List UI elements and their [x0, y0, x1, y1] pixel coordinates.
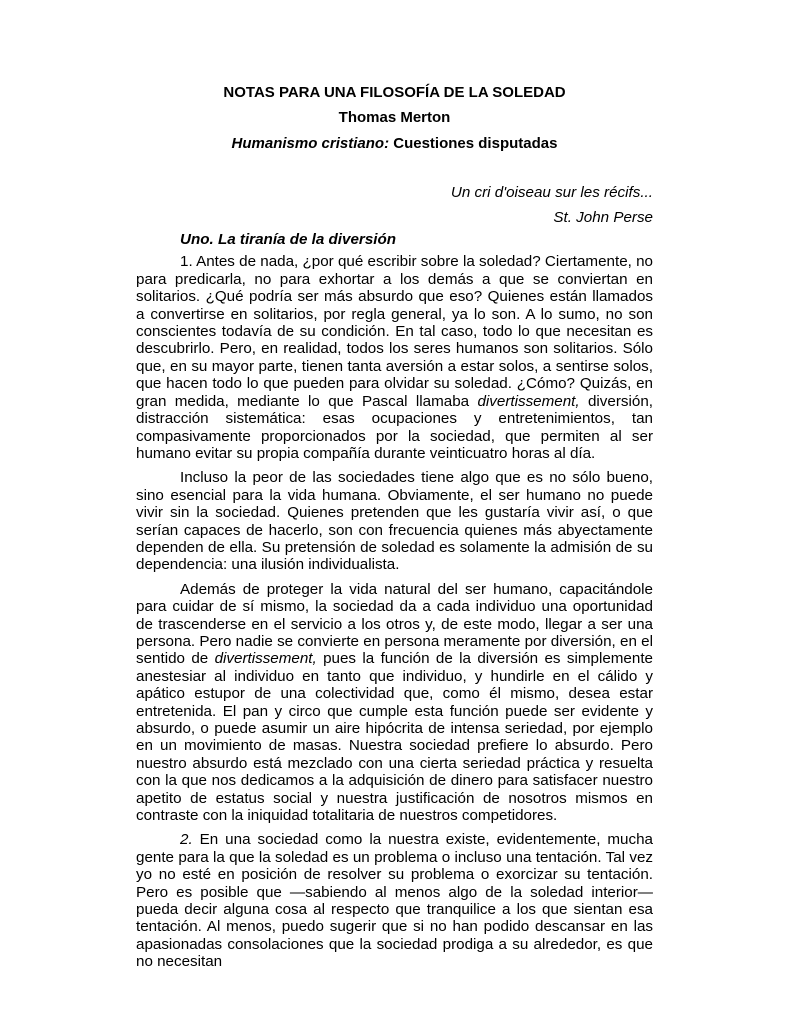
- paragraph-1-text-b: diversión, distracción sistemática: esas ocupaciones y entretenimientos, tan compasivamente proporcionados por la sociedad, que permiten al ser humano evitar su propia compañía durante veinticuatro horas al día.: [136, 392, 653, 462]
- paragraph-3-text-a: Además de proteger la vida natural del ser humano, capacitándole para cuidar de sí mismo, la sociedad da a cada individuo una oportunidad de trascenderse en el servicio a los otros y, de este modo, llegar a ser una persona. Pero nadie se convierte en persona meramente por diversión, en el sentido de: [136, 580, 653, 668]
- section-heading: Uno. La tiranía de la diversión: [180, 231, 397, 249]
- paragraph-1-text-a: 1. Antes de nada, ¿por qué escribir sobre la soledad? Ciertamente, no para predicarla, no para exhortar a los demás a que se conviertan en solitarios. ¿Qué podría ser más absurdo que eso? Quienes están llamados a convertirse en solitarios, por regla general, ya lo son. A lo sumo, no son conscientes todavía de su condición. En tal caso, todo lo que necesitan es descubrirlo. Pero, en realidad, todos los seres humanos son solitarios. Sólo que, en su mayor parte, tienen tanta aversión a estar solos, a sentirse solos, que hacen todo lo que pueden para olvidar su soledad. ¿Cómo? Quizás, en gran medida, mediante lo que Pascal llamaba: [136, 253, 653, 410]
- paragraph-3-emphasis: divertissement,: [214, 650, 317, 668]
- paragraph-1-emphasis: divertissement,: [477, 392, 580, 410]
- paragraph-3-text-b: pues la función de la diversión es simplemente anestesiar al individuo en tanto que individuo, y hundirle en el cálido y apático estupor de una colectividad que, como él mismo, desea estar entretenida. El pan y circo que cumple esta función puede ser evidente y absurdo, o puede asumir un aire hipócrita de intensa seriedad, por ejemplo en un movimiento de masas. Nuestra sociedad prefiere lo absurdo. Pero nuestro absurdo está mezclado con una cierta seriedad práctica y resuelta con la que nos dedicamos a la adquisición de dinero para satisfacer nuestro apetito de estatus social y nuestra justificación de nosotros mismos en contraste con la iniquidad totalitaria de nuestros competidores.: [136, 650, 653, 825]
- paragraph-4-number: 2.: [180, 831, 193, 849]
- epigraph-source: St. John Perse: [553, 208, 653, 226]
- epigraph-quote: Un cri d'oiseau sur les récifs...: [450, 184, 653, 202]
- book-reference: [136, 135, 653, 152]
- document-title: NOTAS PARA UNA FILOSOFÍA DE LA SOLEDAD: [223, 84, 566, 101]
- paragraph-4-text: En una sociedad como la nuestra existe, evidentemente, mucha gente para la que la soledad es un problema o incluso una tentación. Tal vez yo no esté en posición de resolver su problema o exorcizar su tentación. Pero es posible que —sabiendo al menos algo de la soledad interior— pueda decir alguna cosa al respecto que tranquilice a los que sientan esa tentación. Al menos, puedo sugerir que si no han podido descansar en las apasionadas consolaciones que la sociedad prodiga a su alrededor, es que no necesitan: [136, 831, 653, 971]
- author-name: Thomas Merton: [338, 109, 451, 127]
- paragraph-1: [136, 253, 653, 462]
- book-title-italic: Humanismo cristiano:: [231, 134, 390, 152]
- paragraph-4: [136, 831, 653, 970]
- book-subtitle: Cuestiones disputadas: [389, 134, 558, 152]
- paragraph-3: [136, 581, 653, 825]
- paragraph-2: Incluso la peor de las sociedades tiene algo que es no sólo bueno, sino esencial para la vida humana. Obviamente, el ser humano no puede vivir sin la sociedad. Quienes pretenden que les gustaría vivir así, o que serían capaces de hacerlo, son con frecuencia quienes más abyectamente dependen de ella. Su pretensión de soledad es solamente la admisión de su dependencia: una ilusión individualista.: [136, 469, 653, 574]
